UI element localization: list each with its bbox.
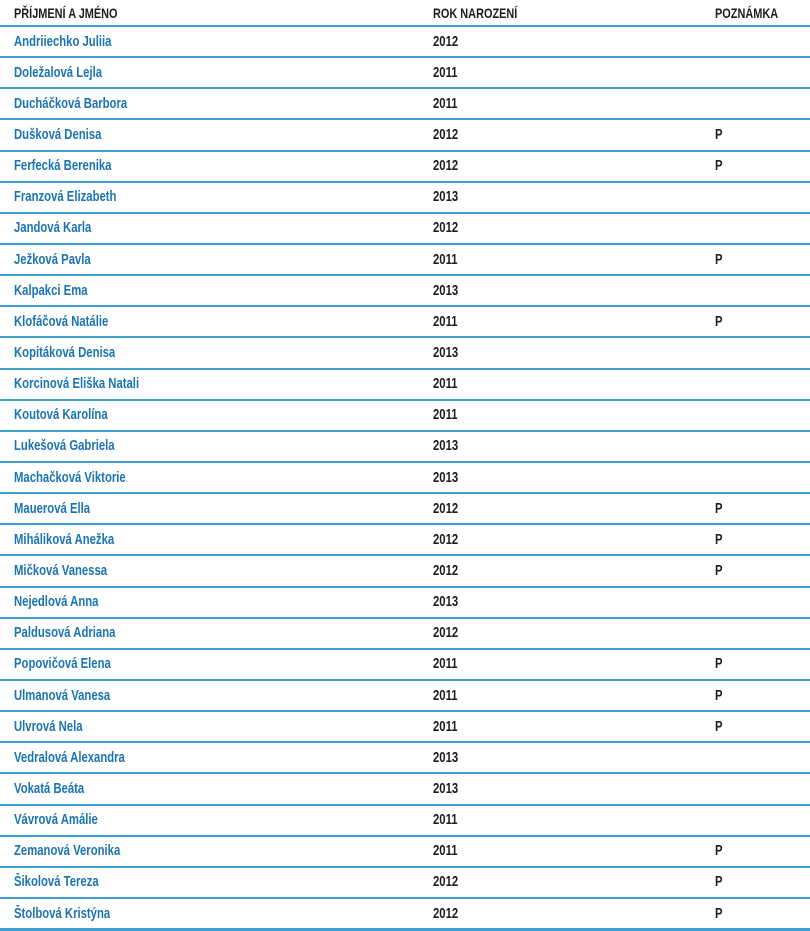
player-name: Ulmanová Vanesa [14,687,111,704]
cell-note [715,500,810,518]
player-name: Ulvrová Nela [14,718,83,735]
player-name: Kalpakci Ema [14,282,88,299]
cell-birth-year [433,562,715,580]
cell-name [0,780,433,798]
cell-birth-year [433,33,715,51]
player-name: Franzová Elizabeth [14,189,117,206]
player-name: Mauerová Ella [14,500,91,517]
cell-birth-year [433,64,715,82]
birth-year: 2011 [433,812,458,829]
cell-name [0,251,433,269]
cell-name [0,531,433,549]
cell-birth-year [433,469,715,487]
cell-note [715,905,810,923]
birth-year: 2013 [433,282,459,299]
cell-birth-year [433,344,715,362]
birth-year: 2012 [433,33,459,50]
player-name: Miháliková Anežka [14,531,115,548]
note-flag: P [715,843,723,860]
note-flag: P [715,687,723,704]
player-name: Machačková Viktorie [14,469,126,486]
column-header-name-label: PŘÍJMENÍ A JMÉNO [14,4,118,21]
note-flag: P [715,905,723,922]
player-name: Paldusová Adriana [14,625,116,642]
cell-name [0,842,433,860]
player-name: Zemanová Veronika [14,843,121,860]
cell-name [0,64,433,82]
player-name: Šikolová Tereza [14,874,99,891]
cell-name [0,624,433,642]
player-name: Koutová Karolína [14,407,108,424]
birth-year: 2013 [433,469,459,486]
column-header-birth-year-label: ROK NAROZENÍ [433,4,518,21]
birth-year: 2013 [433,438,459,455]
birth-year: 2012 [433,158,459,175]
table-row [0,588,810,619]
cell-birth-year [433,188,715,206]
birth-year: 2012 [433,126,459,143]
cell-name [0,126,433,144]
table-row [0,27,810,58]
cell-birth-year [433,655,715,673]
birth-year: 2011 [433,718,458,735]
cell-name [0,718,433,736]
cell-note [715,562,810,580]
player-name: Korcinová Eliška Natali [14,376,140,393]
cell-name [0,406,433,424]
cell-name [0,687,433,705]
player-name: Andriiechko Juliia [14,33,112,50]
cell-name [0,593,433,611]
table-row [0,183,810,214]
table-row [0,619,810,650]
birth-year: 2012 [433,220,459,237]
player-name: Dušková Denisa [14,126,102,143]
cell-birth-year [433,95,715,113]
table-row [0,338,810,369]
player-name: Doležalová Lejla [14,64,103,81]
cell-note [715,655,810,673]
birth-year: 2011 [433,407,458,424]
cell-birth-year [433,780,715,798]
table-row [0,58,810,89]
cell-birth-year [433,219,715,237]
table-row [0,525,810,556]
player-name: Popovičová Elena [14,656,111,673]
note-flag: P [715,531,723,548]
table-row [0,899,810,931]
cell-note [715,842,810,860]
cell-name [0,655,433,673]
cell-birth-year [433,437,715,455]
cell-birth-year [433,624,715,642]
table-row [0,806,810,837]
cell-name [0,811,433,829]
cell-name [0,344,433,362]
cell-name [0,562,433,580]
cell-note [715,687,810,705]
player-name: Lukešová Gabriela [14,438,115,455]
column-header-name [0,5,433,21]
birth-year: 2013 [433,344,459,361]
column-header-birth-year [433,5,715,21]
birth-year: 2013 [433,780,459,797]
table-row [0,214,810,245]
birth-year: 2011 [433,313,458,330]
cell-birth-year [433,811,715,829]
cell-note [715,406,810,424]
cell-name [0,313,433,331]
table-row [0,868,810,899]
cell-note [715,780,810,798]
cell-birth-year [433,251,715,269]
cell-birth-year [433,313,715,331]
table-row [0,276,810,307]
column-header-note-label: POZNÁMKA [715,4,779,21]
cell-note [715,718,810,736]
birth-year: 2011 [433,64,458,81]
cell-birth-year [433,531,715,549]
cell-birth-year [433,500,715,518]
cell-note [715,251,810,269]
cell-birth-year [433,718,715,736]
player-name: Kopitáková Denisa [14,344,116,361]
birth-year: 2013 [433,749,459,766]
table-row [0,837,810,868]
cell-note [715,469,810,487]
cell-birth-year [433,749,715,767]
column-header-note [715,5,810,21]
cell-birth-year [433,282,715,300]
cell-note [715,188,810,206]
cell-note [715,126,810,144]
player-name: Vávrová Amálie [14,812,98,829]
cell-birth-year [433,905,715,923]
player-name: Ducháčková Barbora [14,95,128,112]
birth-year: 2011 [433,376,458,393]
cell-note [715,157,810,175]
table-row [0,432,810,463]
player-name: Jandová Karla [14,220,92,237]
cell-note [715,873,810,891]
table-row [0,743,810,774]
cell-note [715,282,810,300]
player-name: Nejedlová Anna [14,594,99,611]
cell-birth-year [433,842,715,860]
birth-year: 2012 [433,531,459,548]
cell-note [715,437,810,455]
cell-name [0,219,433,237]
note-flag: P [715,718,723,735]
cell-birth-year [433,375,715,393]
birth-year: 2012 [433,625,459,642]
cell-note [715,624,810,642]
table-row [0,89,810,120]
note-flag: P [715,158,723,175]
cell-name [0,437,433,455]
cell-name [0,500,433,518]
table-row [0,494,810,525]
cell-note [715,33,810,51]
cell-note [715,593,810,611]
birth-year: 2011 [433,251,458,268]
note-flag: P [715,562,723,579]
birth-year: 2011 [433,843,458,860]
cell-note [715,344,810,362]
table-row [0,556,810,587]
table-row [0,774,810,805]
cell-note [715,95,810,113]
birth-year: 2012 [433,562,459,579]
cell-note [715,375,810,393]
cell-birth-year [433,157,715,175]
table-row [0,463,810,494]
table-row [0,712,810,743]
cell-note [715,64,810,82]
player-name: Ježková Pavla [14,251,91,268]
cell-birth-year [433,126,715,144]
cell-name [0,282,433,300]
cell-note [715,219,810,237]
player-name: Štolbová Kristýna [14,905,111,922]
table-row [0,650,810,681]
cell-name [0,375,433,393]
cell-name [0,33,433,51]
cell-note [715,749,810,767]
birth-year: 2012 [433,500,459,517]
birth-year: 2011 [433,656,458,673]
note-flag: P [715,126,723,143]
player-name: Mičková Vanessa [14,562,108,579]
table-row [0,681,810,712]
table-row [0,152,810,183]
cell-name [0,469,433,487]
player-name: Vedralová Alexandra [14,749,125,766]
note-flag: P [715,656,723,673]
table-row [0,307,810,338]
table-row [0,401,810,432]
birth-year: 2012 [433,874,459,891]
cell-name [0,157,433,175]
cell-name [0,188,433,206]
table-header-row [0,0,810,27]
birth-year: 2012 [433,905,459,922]
table-row [0,370,810,401]
birth-year: 2011 [433,687,458,704]
note-flag: P [715,313,723,330]
player-name: Klofáčová Natálie [14,313,109,330]
cell-name [0,905,433,923]
cell-name [0,873,433,891]
cell-birth-year [433,406,715,424]
cell-note [715,313,810,331]
table-row [0,245,810,276]
player-name: Ferfecká Berenika [14,158,112,175]
note-flag: P [715,874,723,891]
cell-name [0,95,433,113]
birth-year: 2013 [433,594,459,611]
cell-note [715,811,810,829]
cell-birth-year [433,687,715,705]
cell-note [715,531,810,549]
note-flag: P [715,500,723,517]
birth-year: 2013 [433,189,459,206]
note-flag: P [715,251,723,268]
table-row [0,120,810,151]
birth-year: 2011 [433,95,458,112]
player-name: Vokatá Beáta [14,780,85,797]
cell-birth-year [433,873,715,891]
cell-name [0,749,433,767]
cell-birth-year [433,593,715,611]
